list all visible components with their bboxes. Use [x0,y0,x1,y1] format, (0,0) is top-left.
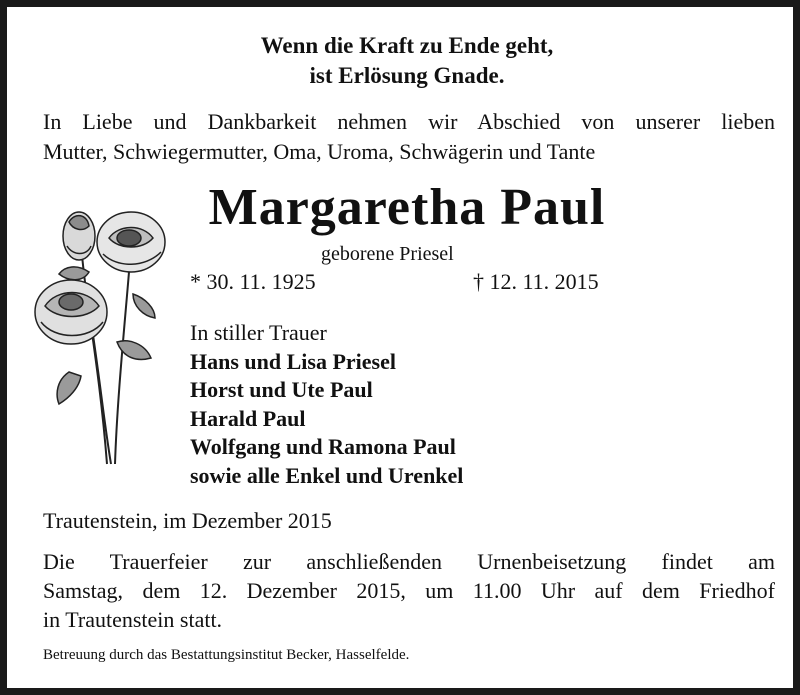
mourner-name: sowie alle Enkel und Urenkel [190,462,464,488]
ceremony-line-1: Die Trauerfeier zur anschließenden Urnenbeisetzung findet am [43,549,775,574]
mourner-name: Harald Paul [190,405,306,431]
intro-line-1: In Liebe und Dankbarkeit nehmen wir Abschied von unserer lieben [43,109,775,134]
motto-line-2: ist Erlösung Gnade. [309,63,505,88]
life-dates [190,269,630,299]
death-date: † 12. 11. 2015 [473,269,599,294]
place-and-date: Trautenstein, im Dezember 2015 [43,508,332,533]
mourner-name: Wolfgang und Ramona Paul [190,434,456,459]
mourners-list [190,319,463,490]
motto-line-1: Wenn die Kraft zu Ende geht, [260,33,554,58]
deceased-name: Margaretha Paul [208,179,606,236]
intro-text [43,107,775,167]
ceremony-line-3: in Trautenstein statt. [43,607,223,632]
intro-line-2: Mutter, Schwiegermutter, Oma, Uroma, Schwägerin und Tante [43,139,596,164]
ceremony-notice [43,547,775,634]
motto [7,31,800,91]
mourner-name: Horst und Ute Paul [190,377,373,402]
birth-date: * 30. 11. 1925 [190,269,316,294]
ceremony-line-2: Samstag, dem 12. Dezember 2015, um 11.00 Uhr auf dem Friedhof [43,578,775,603]
roses-illustration-icon [29,202,179,472]
birth-name: geborene Priesel [321,243,454,265]
mourner-name: Hans und Lisa Priesel [190,348,396,374]
funeral-home-note: Betreuung durch das Bestattungsinstitut Becker, Hasselfelde. [43,647,410,663]
mourners-heading: In stiller Trauer [190,320,327,345]
